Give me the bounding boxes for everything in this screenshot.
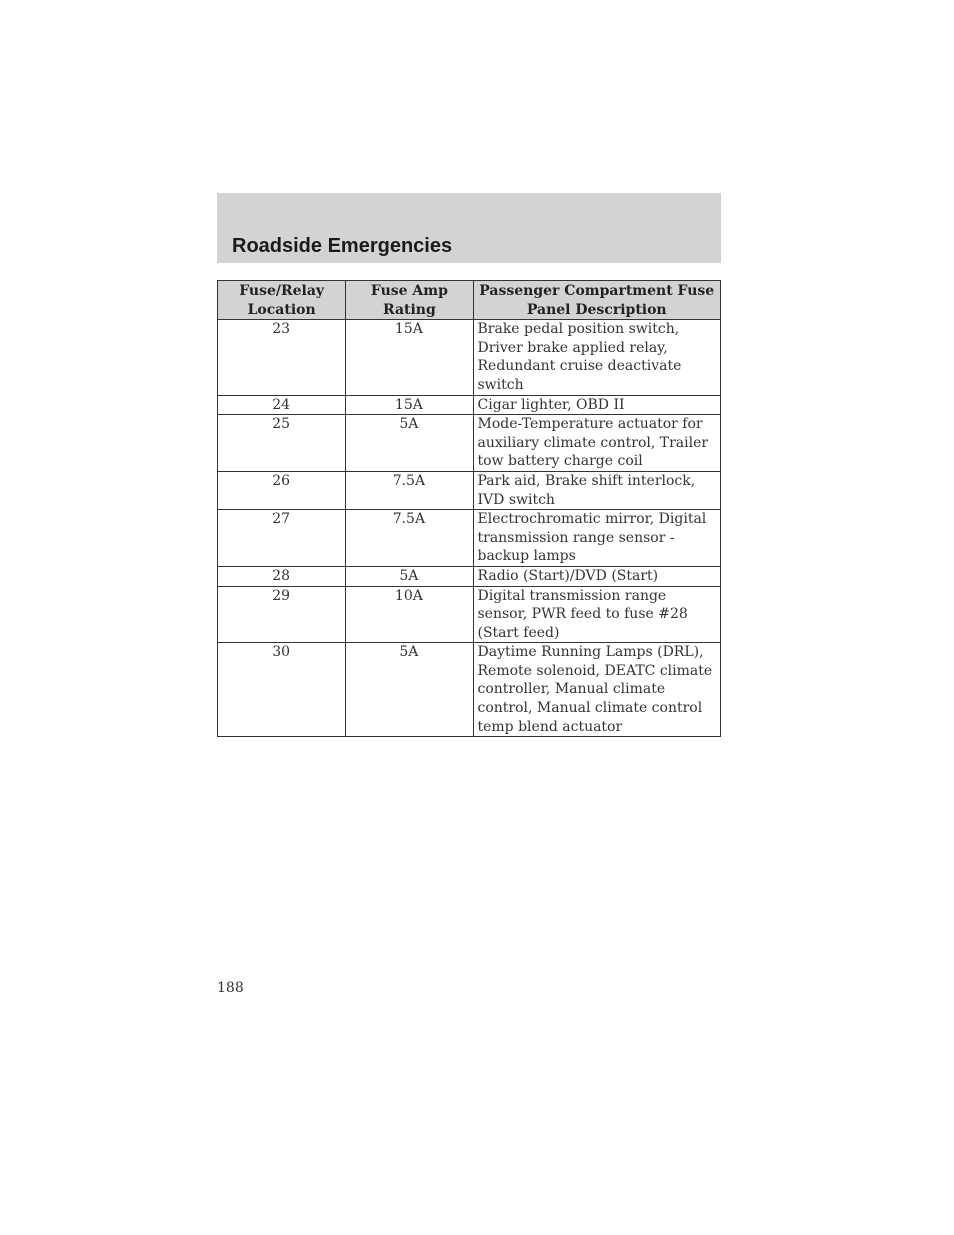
table-row	[218, 395, 721, 415]
cell-description: Electrochromatic mirror, Digital transmission range sensor - backup lamps	[473, 510, 721, 567]
cell-rating: 15A	[346, 320, 473, 395]
table-row	[218, 320, 721, 395]
cell-location: 25	[218, 415, 346, 472]
table-row	[218, 586, 721, 643]
cell-location: 29	[218, 586, 346, 643]
cell-location: 30	[218, 643, 346, 737]
cell-description: Digital transmission range sensor, PWR feed to fuse #28 (Start feed)	[473, 586, 721, 643]
table-row	[218, 643, 721, 737]
cell-description: Park aid, Brake shift interlock, IVD switch	[473, 471, 721, 509]
cell-rating: 10A	[346, 586, 473, 643]
section-title: Roadside Emergencies	[232, 235, 453, 257]
cell-rating: 5A	[346, 643, 473, 737]
cell-description: Cigar lighter, OBD II	[473, 395, 721, 415]
cell-description: Radio (Start)/DVD (Start)	[473, 566, 721, 586]
cell-description: Daytime Running Lamps (DRL), Remote solenoid, DEATC climate controller, Manual climate control, Manual climate control temp blend actuator	[473, 643, 721, 737]
table-header-row	[218, 281, 721, 320]
cell-location: 23	[218, 320, 346, 395]
cell-location: 26	[218, 471, 346, 509]
section-header	[217, 193, 721, 263]
page-number: 188	[217, 980, 244, 996]
table-row	[218, 510, 721, 567]
cell-location: 27	[218, 510, 346, 567]
fuse-table	[217, 280, 721, 737]
cell-rating: 7.5A	[346, 510, 473, 567]
header-rating: Fuse Amp Rating	[346, 281, 473, 320]
cell-rating: 15A	[346, 395, 473, 415]
cell-description: Brake pedal position switch, Driver brake applied relay, Redundant cruise deactivate switch	[473, 320, 721, 395]
cell-location: 28	[218, 566, 346, 586]
table-row	[218, 566, 721, 586]
cell-rating: 5A	[346, 415, 473, 472]
cell-location: 24	[218, 395, 346, 415]
header-location: Fuse/Relay Location	[218, 281, 346, 320]
table-row	[218, 471, 721, 509]
cell-rating: 7.5A	[346, 471, 473, 509]
cell-description: Mode-Temperature actuator for auxiliary climate control, Trailer tow battery charge coil	[473, 415, 721, 472]
header-description: Passenger Compartment Fuse Panel Description	[473, 281, 721, 320]
cell-rating: 5A	[346, 566, 473, 586]
table-row	[218, 415, 721, 472]
